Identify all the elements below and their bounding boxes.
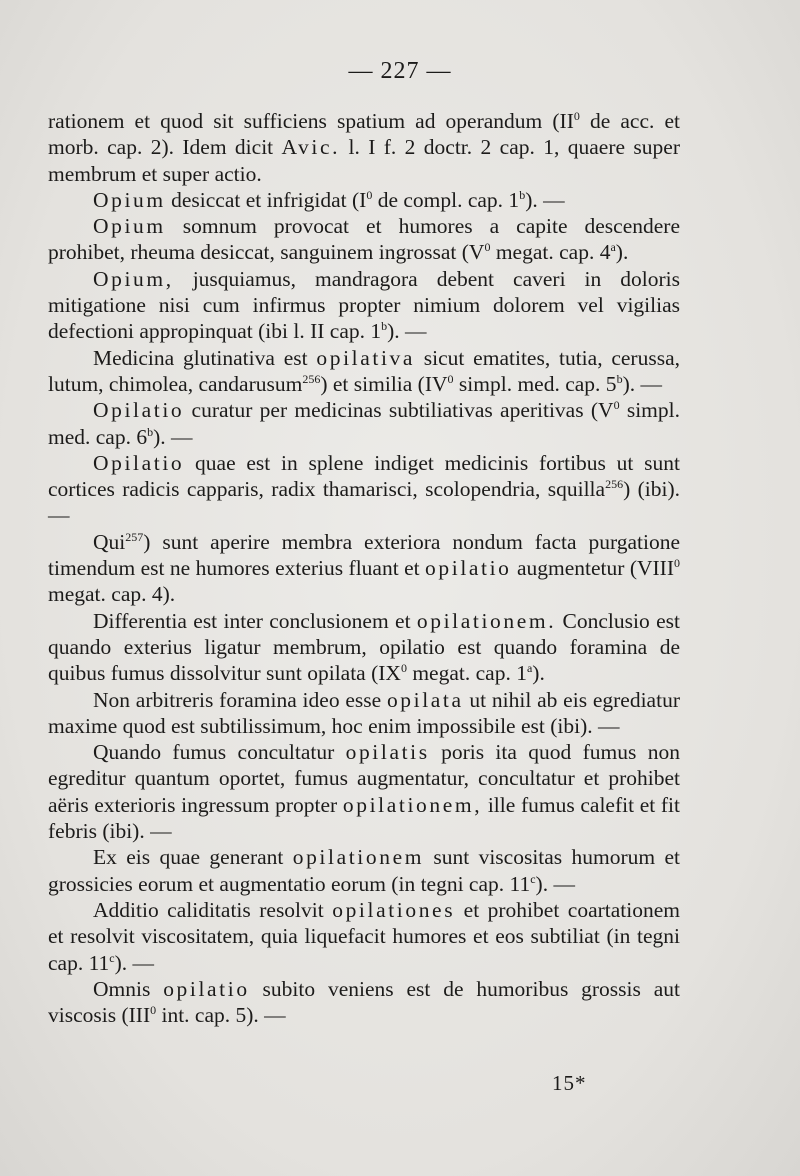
text-run: ).: [532, 661, 545, 686]
text-run: megat. cap. 4: [490, 240, 611, 265]
text-run: ). —: [525, 187, 565, 212]
text-run: ). —: [114, 950, 155, 975]
spaced-word: Opium,: [93, 266, 174, 291]
superscript: 0: [484, 240, 491, 255]
text-run: sunt viscositas humorum et grossicies eorum et augmentatio eorum (in tegni cap. 11: [48, 845, 680, 896]
paragraph-4: [48, 266, 680, 345]
text-run: Quando fumus concultatur: [93, 740, 346, 765]
text-run: jusquiamus, mandragora debent caveri in doloris mitigatione nisi cum infirmus propter nimium dolorem vel vigilias defectioni appropinquat (ibi l. II cap. 1: [48, 266, 680, 344]
paragraph-3: [48, 213, 680, 266]
paragraph-1: [48, 108, 680, 187]
text-run: simpl. med. cap. 5: [453, 371, 617, 396]
signature-mark: 15*: [552, 1071, 587, 1095]
text-run: sicut ematites, tutia, cerussa, lutum, chimolea, candarusum: [48, 345, 680, 396]
spaced-word: Opium: [93, 214, 166, 239]
text-run: Ex eis quae generant: [93, 845, 293, 870]
superscript: c: [530, 871, 536, 886]
text-run: ille fumus calefit et fit febris (ibi). —: [48, 792, 681, 844]
text-run: ). —: [387, 319, 427, 344]
text-run: Qui: [93, 529, 126, 554]
text-run: Conclusio est quando exterius ligatur membrum, opilatio est quando foramina de quibus fumus dissolvitur sunt opilata (IX: [48, 608, 680, 686]
text-run: somnum provocat et humores a capite descendere prohibet, rheuma desiccat, sanguinem ingrossat (V: [48, 214, 680, 265]
text-run: ) et similia (IV: [320, 371, 448, 396]
text-run: Omnis: [93, 976, 164, 1001]
superscript: a: [610, 240, 616, 255]
paragraph-7: [48, 450, 680, 529]
spaced-word: Opium: [93, 187, 166, 212]
body-text: [48, 108, 680, 1028]
paragraph-11: [48, 739, 680, 844]
spaced-word: opilata: [386, 687, 464, 712]
text-run: de compl. cap. 1: [372, 187, 520, 212]
superscript: c: [109, 950, 115, 965]
text-run: augmentetur (VIII: [511, 556, 675, 581]
text-run: rationem et quod sit sufficiens spatium ad operandum (II: [48, 109, 574, 133]
superscript: a: [526, 661, 533, 676]
paragraph-6: [48, 397, 680, 450]
text-run: ). —: [153, 424, 193, 449]
text-run: ). —: [535, 871, 575, 896]
text-run: ) sunt aperire membra exteriora nondum facta purgatione timendum est ne humores exterius fluant et: [48, 529, 680, 581]
footnote-ref: 257: [125, 529, 144, 544]
text-run: subito veniens est de humoribus grossis aut viscosis (III: [48, 976, 680, 1028]
superscript: 0: [613, 398, 620, 413]
spaced-word: opilatis: [345, 740, 430, 765]
superscript: 0: [573, 109, 580, 123]
superscript: b: [616, 371, 623, 386]
spaced-word: opilationem: [292, 845, 425, 870]
text-run: et prohibet coartationem et resolvit viscositatem, quia liquefacit humores et eos subtiliat (in tegni cap. 11: [48, 897, 680, 975]
text-run: ).: [615, 240, 629, 265]
superscript: 0: [400, 661, 407, 676]
text-run: curatur per medicinas subtiliativas aperitivas (V: [184, 398, 614, 423]
paragraph-10: [48, 687, 680, 740]
superscript: b: [519, 187, 526, 202]
text-run: ut nihil ab eis egrediatur maxime quod est subtilissimum, hoc enim impossibile est (ibi). —: [48, 687, 680, 738]
text-run: ) (ibi). —: [48, 477, 680, 528]
spaced-word: opilationes: [332, 897, 456, 922]
text-run: simpl. med. cap. 6: [48, 398, 680, 449]
superscript: 0: [447, 371, 454, 386]
paragraph-9: [48, 608, 680, 687]
text-run: desiccat et infrigidat (I: [165, 187, 367, 212]
paragraph-5: [48, 345, 680, 398]
text-run: poris ita quod fumus non egreditur quantum oportet, fumus augmentatur, concultatur et prohibet aëris exterioris ingressum propter: [48, 740, 680, 817]
spaced-word: opilatio: [425, 556, 512, 581]
page-number: — 227 —: [348, 58, 452, 84]
paragraph-13: [48, 897, 680, 976]
text-run: ). —: [622, 371, 662, 396]
spaced-word: opilatio: [163, 976, 250, 1001]
spaced-word: Avic.: [281, 135, 341, 160]
text-run: Medicina glutinativa est: [93, 345, 317, 370]
superscript: 0: [366, 187, 373, 202]
footnote-ref: 256: [302, 371, 321, 386]
spaced-word: Opilatio: [93, 398, 185, 423]
text-run: de acc. et morb. cap. 2). Idem dicit: [48, 109, 681, 160]
text-run: Additio caliditatis resolvit: [93, 897, 333, 922]
spaced-word: opilationem,: [342, 792, 483, 817]
text-run: megat. cap. 4).: [48, 582, 176, 607]
spaced-word: opilationem.: [416, 608, 557, 633]
text-run: Differentia est inter conclusionem et: [93, 608, 417, 633]
superscript: b: [147, 424, 154, 439]
superscript: 0: [674, 556, 681, 571]
text-run: l. I f. 2 doctr. 2 cap. 1, quaere super membrum et super actio.: [48, 135, 680, 186]
superscript: 0: [150, 1003, 157, 1018]
text-run: megat. cap. 1: [406, 661, 527, 686]
paragraph-12: [48, 844, 680, 897]
spaced-word: Opilatio: [93, 450, 185, 475]
text-run: quae est in splene indiget medicinis fortibus ut sunt cortices radicis capparis, radix thamarisci, scolopendria, squilla: [48, 450, 680, 502]
footnote-ref: 256: [605, 477, 624, 492]
text-run: int. cap. 5). —: [156, 1003, 286, 1028]
paragraph-14: [48, 976, 680, 1029]
spaced-word: opilativa: [316, 345, 416, 370]
paragraph-8: [48, 529, 680, 608]
text-run: Non arbitreris foramina ideo esse: [93, 687, 387, 712]
paragraph-2: [48, 187, 680, 213]
superscript: b: [381, 319, 388, 334]
